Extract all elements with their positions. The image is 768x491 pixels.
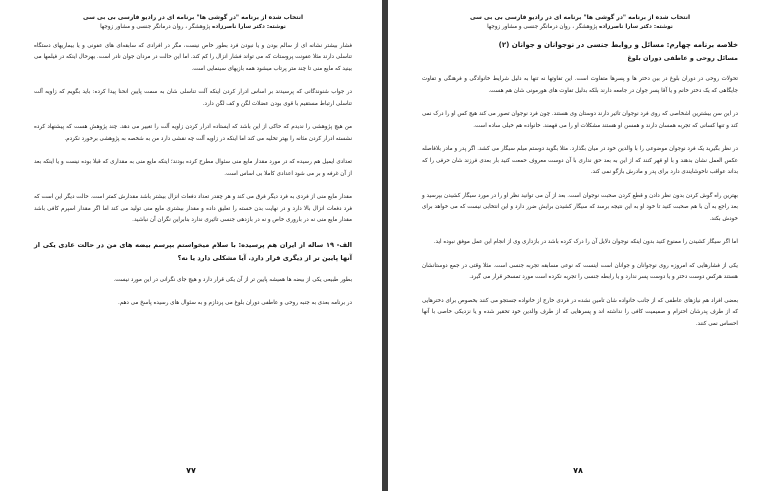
left-paragraph-3: من هیچ پژوهشی را ندیدم که حاکی از این باشد که ایستاده ادرار کردن زاویه آلت را تغییر می دهد. چند پژوهش هست که پیشنهاد کرده نشسته ادرار کردن مثانه را بهتر تخلیه می کند اما اینکه در زاویه آلت چه نقشی دارد من به شخصه به پژوهشی برخورد نکردم. bbox=[34, 124, 352, 142]
right-section-title: خلاصه برنامه چهارم: مسائل و روابط جنسی در نوجوانان و جوانان (۲) bbox=[498, 40, 738, 49]
left-paragraph-5: مقدار مایع منی از فردی به فرد دیگر فرق می کند و هر چقدر تعداد دفعات انزال بیشتر باشد مقدارش کمتر است. حالت دیگر این است که فرد دفعات انزال بالا دارد و در نهایت بدن خسته را تعلیق داده و مقدار بیشتری مایع منی تولید می کند اما اگر مقدار اسپرم کافی باشد مقدار مایع منی نه در باروری خاص و نه در بازدهی جنسی تاثیری ندارد بنابراین نگران آن نباشید. bbox=[34, 194, 352, 224]
right-page bbox=[388, 0, 768, 491]
right-paragraph-3: در نظر بگیرید یک فرد نوجوان موضوعی را با والدین خود در میان بگذارد. مثلا بگوید دوستم میلم سیگار می کشد. اگر پدر و مادر بلافاصله عکس العمل نشان بدهند و با او قهر کنند که از این به بعد حق نداری با آن دوست معروف حمعت کنید بار بعدی فرزند شان حرفی را که بداند عواقب ناخوشایندی دارد برای پدر و مادرش بازگو نمی کند. bbox=[422, 146, 738, 176]
left-paragraph-2: در جواب شنوندگانی که پرسیدند بر اساس ادرار کردن اینکه آلت تناسلی شان به سمت پایین انحنا پیدا کرده: باید بگویم که زاویه آلت تناسلی ارتباط مستقیم با قوی بودن عضلات لگن و کف لگن دارد. bbox=[34, 89, 352, 107]
left-page-number: ۷۷ bbox=[186, 466, 196, 475]
right-header-role: پژوهشگر ، روان درمانگر جنسی و مشاور زوجها bbox=[487, 24, 598, 31]
left-header-title: انتخاب شده از برنامه "در گوشی ها" برنامه ای در رادیو فارسی بی بی سی bbox=[82, 14, 304, 21]
right-paragraph-1: تحولات روحی در دوران بلوغ در بین دختر ها و پسرها متفاوت است. این تفاوتها نه تنها به دلیل شرایط خانوادگی و فرهنگی و تفاوت جایگاهی که یک دختر خانم و یا آقا پسر جوان در جامعه دارند بلکه بدلیل تفاوت های هورمونی شان هم هست. bbox=[422, 76, 738, 94]
right-header-author: نوشته: دکتر سارا ناصرزاده bbox=[599, 24, 673, 31]
left-question: الف- ۱۹ ساله از ایران هم پرسیده: با سلام میخواستم بپرسم بیضه های من در حالت عادی یکی از آنها پایین تر از دیگری قرار دارد. آیا مشکلی دارد یا نه؟ bbox=[34, 240, 352, 262]
left-answer-1: بطور طبیعی یکی از بیضه ها همیشه پایین تر از آن یکی قرار دارد و هیچ جای نگرانی در این مورد نیست. bbox=[113, 276, 352, 283]
left-answer-2: در برنامه بعدی به جنبه روحی و عاطفی دوران بلوغ می پردازم و به سئوال های رسیده پاسخ می دهم. bbox=[117, 300, 352, 307]
right-header-byline bbox=[422, 24, 738, 31]
right-paragraph-6: یکی از فشارهایی که امروزه روی نوجوانان و جوانان است اینست که نوعی مسابقه تجربه جنسی است. مثلا وقتی در جمع دوستانشان هستند هرکس دوست دختر و یا دوست پسر ندارد و یا رابطه جنسی را تجربه نکرده است مورد تمسخر قرار می گیرد. bbox=[422, 262, 738, 281]
right-page-content bbox=[422, 14, 738, 342]
left-header-byline bbox=[34, 24, 352, 31]
left-header-author: نوشته: دکتر سارا ناصرزاده bbox=[212, 24, 286, 31]
left-paragraph-4: تعدادی ایمیل هم رسیده که در مورد مقدار مایع منی سئوال مطرح کرده بودند؛ اینکه مایع منی به مقداری که قبلا بوده نیست و یا اینکه بعد از آن غرفه و بر می شود اعدادی کاملا بی اساس است. bbox=[34, 159, 352, 177]
left-page bbox=[0, 0, 382, 491]
right-header-title: انتخاب شده از برنامه "در گوشی ها" برنامه ای در رادیو فارسی بی بی سی bbox=[469, 14, 691, 21]
right-paragraph-2: در این سن بیشترین اشخاصی که روی فرد نوجوان تاثیر دارند دوستان وی هستند. چون فرد نوجوان تصور می کند هیچ کس او را درک نمی کند و تنها کسانی که تجربه همسان دارند و همسن او هستند مشکلات او را می فهمند. خانواده هم خیلی ساده است. bbox=[422, 111, 738, 129]
right-section-subtitle: مسائل روحی و عاطفی دوران بلوغ bbox=[627, 53, 738, 62]
left-page-content bbox=[34, 14, 352, 322]
left-header-role: پژوهشگر ، روان درمانگر جنسی و مشاور زوجها bbox=[100, 24, 211, 31]
right-paragraph-4: بهترین راه گوش کردن بدون نظر دادن و قطع کردن صحبت نوجوان است. بعد از آن می توانید نظر او را در مورد سیگار کشیدن بپرسید و بعد راجع به آن با هم صحبت کنید تا خود او به این نتیجه برسد که سیگار کشیدن برایش ضرر دارد و این انتخابی نیست که می خواهد برای خودش بکند. bbox=[422, 192, 738, 222]
right-paragraph-5: اما اگر سیگار کشیدن را ممنوع کنید بدون اینکه نوجوان دلایل آن را درک کرده باشد در بازداری وی از انجام این عمل موفق نبوده اید. bbox=[433, 239, 738, 246]
right-paragraph-7: بعضی افراد هم نیازهای عاطفی که از جانب خانواده شان تامین نشده در فردی خارج از خانواده جستجو می کنند بخصوص برای دخترهایی که از طرف پدرشان احترام و صمیمیت کافی را نداشته اند و پسرهایی که از طرف والدین خود تحقیر شده و یا نزدیکی خاصی با آنها احساس نمی کنند. bbox=[422, 297, 738, 327]
right-page-number: ۷۸ bbox=[573, 466, 583, 475]
left-paragraph-1: فشار بیشتر نشانه ای از سالم بودن و یا نبودن فرد بطور خاص نیست، مگر در افرادی که سابقه‌ای های عفونی و یا بیماریهای دستگاه تناسلی دارند مثلا عفونت پروستات که می تواند فشار انزال را کم کند. اما این حالت در مردان جوان نادر است. بهرحال اینکه در فیلمها می بینید که مایع منی تا چند متر پرتاب میشود همه بازیهای سینمایی است. bbox=[34, 42, 352, 72]
